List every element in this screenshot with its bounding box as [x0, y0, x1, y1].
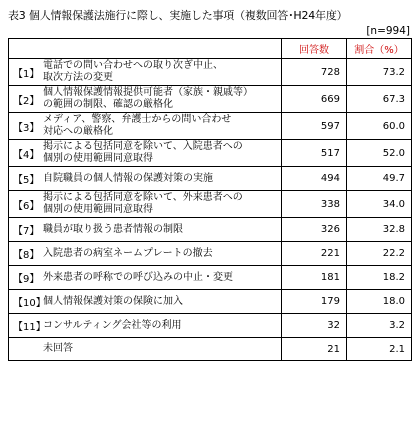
ratio-cell: 60.0: [347, 113, 412, 140]
table-row: [9, 191, 412, 218]
item-text: 入院患者の病室ネームプレートの撤去: [43, 247, 213, 259]
item-number: 【3】: [13, 122, 40, 134]
item-number: 【6】: [13, 200, 40, 212]
count-cell: 494: [282, 167, 347, 191]
count-cell: 517: [282, 140, 347, 167]
count-cell: 669: [282, 86, 347, 113]
item-number: 【10】: [13, 298, 46, 309]
ratio-cell: 73.2: [347, 59, 412, 86]
sample-size: [n=994]: [366, 25, 410, 37]
item-number: 【4】: [13, 149, 40, 161]
ratio-cell: 52.0: [347, 140, 412, 167]
ratio-cell: 67.3: [347, 86, 412, 113]
table-row: [9, 290, 412, 314]
item-number: 【1】: [13, 68, 40, 80]
item-number: 【2】: [13, 95, 40, 107]
ratio-cell: 34.0: [347, 191, 412, 218]
item-cell: [9, 242, 282, 266]
ratio-cell: 18.2: [347, 266, 412, 290]
header-row: [9, 39, 412, 59]
item-number: 【11】: [13, 322, 46, 333]
item-cell: [9, 191, 282, 218]
table-row: [9, 167, 412, 191]
item-number: 【7】: [13, 226, 40, 237]
item-text: 電話での問い合わせへの取り次ぎ中止、 取次方法の変更: [43, 60, 223, 83]
ratio-cell: 2.1: [347, 338, 412, 361]
item-text: 外来患者の呼称での呼び込みの中止・変更: [43, 271, 233, 283]
table-row: [9, 86, 412, 113]
table-row: [9, 218, 412, 242]
item-cell: [9, 314, 282, 338]
item-text: 掲示による包括同意を除いて、入院患者への 個別の使用範囲同意取得: [43, 141, 243, 164]
ratio-cell: 3.2: [347, 314, 412, 338]
table-row: [9, 314, 412, 338]
count-cell: 21: [282, 338, 347, 361]
table-row: [9, 338, 412, 361]
ratio-cell: 18.0: [347, 290, 412, 314]
table-row: [9, 113, 412, 140]
header-ratio: 割合（%）: [347, 39, 412, 59]
header-blank-cell: [9, 39, 282, 59]
item-number: 【5】: [13, 175, 40, 186]
count-cell: 181: [282, 266, 347, 290]
ratio-cell: 22.2: [347, 242, 412, 266]
table-row: [9, 140, 412, 167]
item-text: 掲示による包括同意を除いて、外来患者への 個別の使用範囲同意取得: [43, 192, 243, 215]
item-cell: [9, 290, 282, 314]
table-row: [9, 242, 412, 266]
item-number: 【9】: [13, 274, 40, 285]
ratio-cell: 32.8: [347, 218, 412, 242]
item-cell: [9, 338, 282, 361]
item-text: 個人情報保護対策の保険に加入: [43, 295, 183, 307]
item-text: 個人情報保護情報提供可能者（家族・親戚等） の範囲の制限、確認の厳格化: [43, 87, 253, 110]
item-cell: [9, 113, 282, 140]
item-text: 職員が取り扱う患者情報の制限: [43, 223, 183, 235]
ratio-cell: 49.7: [347, 167, 412, 191]
item-cell: [9, 266, 282, 290]
item-cell: [9, 167, 282, 191]
item-text: 未回答: [43, 343, 73, 354]
item-cell: [9, 86, 282, 113]
item-cell: [9, 59, 282, 86]
header-count: 回答数: [282, 39, 347, 59]
item-text: 自院職員の個人情報の保護対策の実施: [43, 172, 213, 184]
count-cell: 32: [282, 314, 347, 338]
item-cell: [9, 140, 282, 167]
table-row: [9, 266, 412, 290]
item-text: コンサルティング会社等の利用: [43, 319, 182, 331]
item-number: 【8】: [13, 250, 40, 261]
item-text: メディア、警察、弁護士からの問い合わせ 対応への厳格化: [43, 114, 232, 137]
table-title: 表3 個人情報保護法施行に際し、実施した事項（複数回答･H24年度）: [8, 9, 348, 22]
item-cell: [9, 218, 282, 242]
count-cell: 326: [282, 218, 347, 242]
count-cell: 179: [282, 290, 347, 314]
count-cell: 338: [282, 191, 347, 218]
count-cell: 597: [282, 113, 347, 140]
results-table: [8, 38, 412, 361]
count-cell: 221: [282, 242, 347, 266]
table-row: [9, 59, 412, 86]
count-cell: 728: [282, 59, 347, 86]
